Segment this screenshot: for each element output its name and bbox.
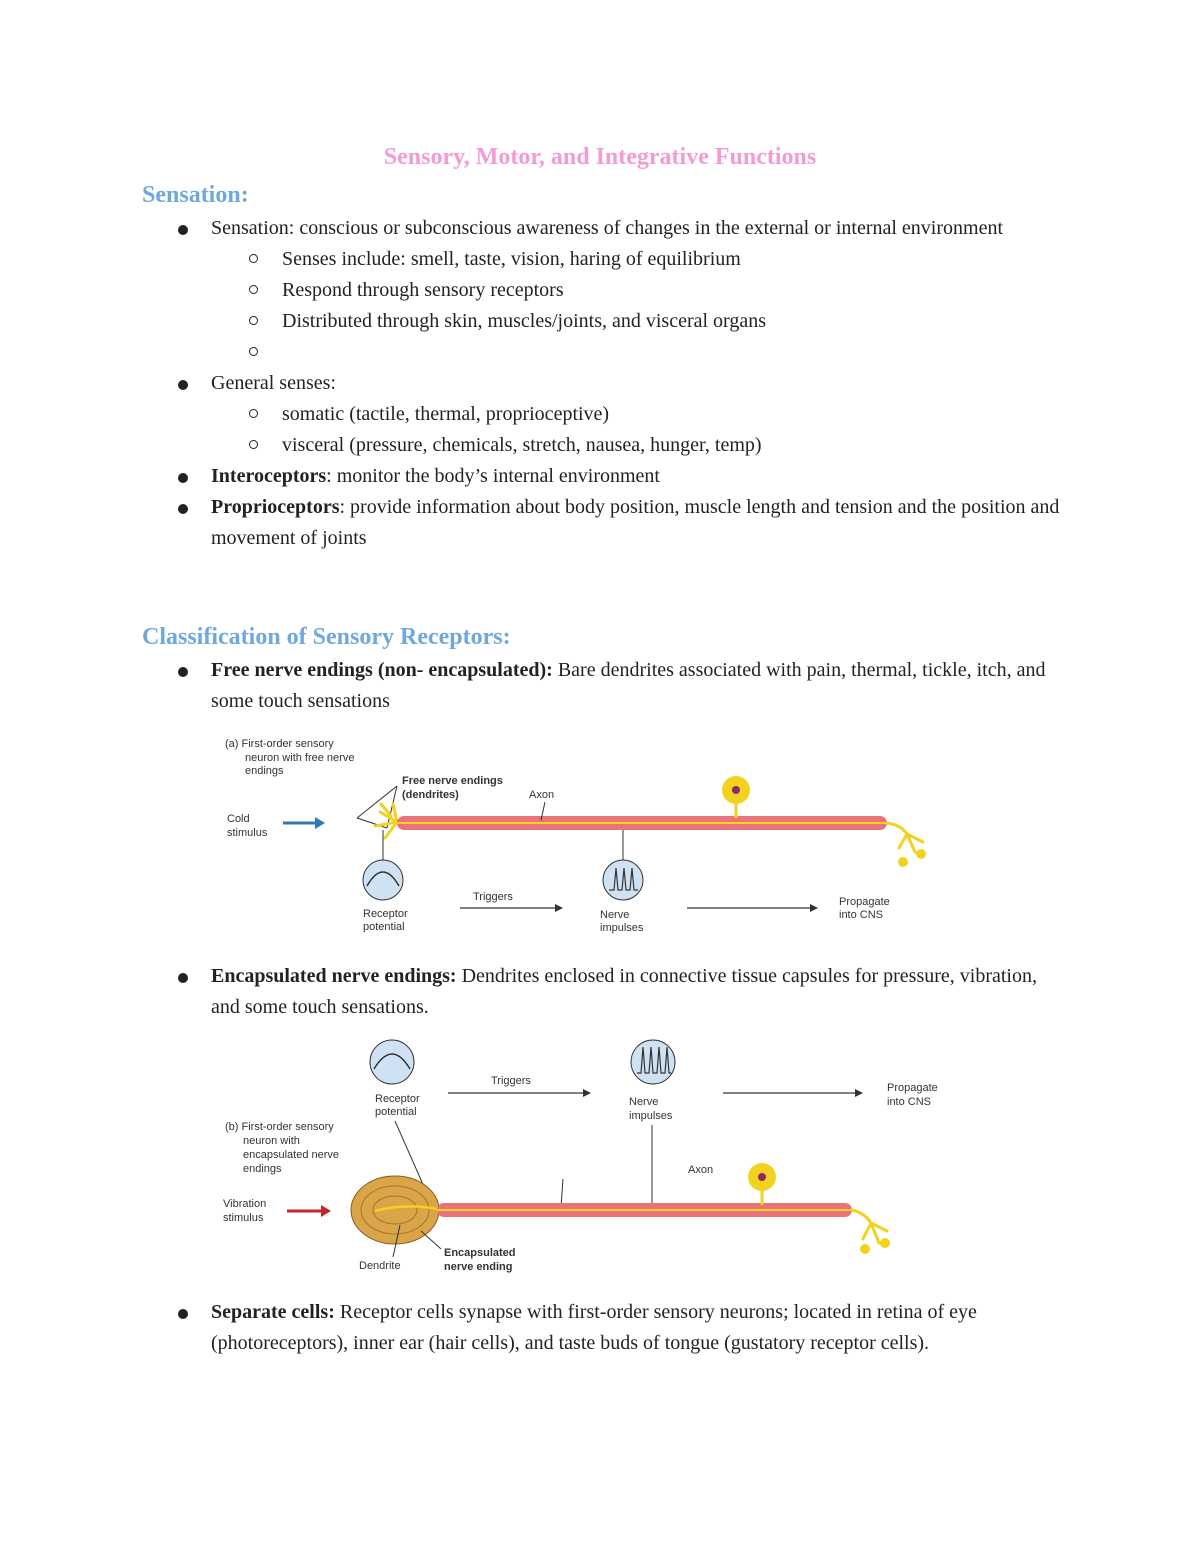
nerve-impulses-icon	[603, 830, 643, 900]
impulses-label: impulses	[600, 922, 644, 934]
heading-classification: Classification of Sensory Receptors:	[142, 624, 511, 650]
sub-list-item	[0, 399, 1200, 430]
dendrite-endings-icon	[375, 804, 397, 838]
list-item-text: : monitor the body’s internal environment	[326, 465, 660, 487]
capsule-label: Encapsulated	[444, 1247, 516, 1259]
nerve-impulses-icon	[631, 1040, 675, 1084]
figure-a-caption-line: neuron with free nerve	[245, 752, 355, 764]
impulses-label: Nerve	[600, 909, 630, 921]
circle-bullet-icon	[249, 409, 258, 418]
figure-b-caption-line: neuron with	[243, 1135, 300, 1147]
term-free-nerve-endings: Free nerve endings (non- encapsulated):	[211, 659, 553, 681]
impulses-label: Nerve	[629, 1096, 659, 1108]
classification-list-1	[0, 655, 1200, 717]
term-interoceptors: Interoceptors	[211, 465, 327, 487]
bullet-icon	[178, 225, 188, 235]
heading-sensation: Sensation:	[142, 182, 249, 208]
receptor-label: Receptor	[363, 908, 408, 920]
list-item-text: Receptor cells synapse with first-order sensory neurons; located in retina of eye (photoreceptors), inner ear (hair cells), and taste buds of tongue (gustatory receptor cells).	[211, 1301, 977, 1354]
cold-arrow-icon	[283, 817, 325, 829]
list-item	[0, 368, 1200, 399]
list-item-text: Dendrites enclosed in connective tissue capsules for pressure, vibration, and some touch sensations.	[211, 965, 1037, 1018]
axon-label: Axon	[529, 789, 555, 801]
sub-list-item	[0, 244, 1200, 275]
receptor-label: potential	[363, 921, 405, 933]
term-separate-cells: Separate cells:	[211, 1301, 335, 1323]
propagate-label: Propagate	[887, 1082, 938, 1094]
list-item	[0, 655, 1200, 717]
figure-free-nerve-endings	[215, 730, 945, 940]
circle-bullet-icon	[249, 347, 258, 356]
figure-b-caption-line: encapsulated nerve	[243, 1149, 340, 1161]
propagate-label: into CNS	[887, 1096, 932, 1108]
figure-encapsulated-nerve-endings	[215, 1035, 945, 1280]
bullet-icon	[178, 473, 188, 483]
list-item	[0, 961, 1200, 1023]
arrow-icon	[460, 904, 563, 912]
list-item-text: : provide information about body position, muscle length and tension and the position and movement of joints	[211, 496, 1060, 549]
sub-item-text: Distributed through skin, muscles/joints, and visceral organs	[282, 310, 767, 332]
bullet-icon	[178, 1309, 188, 1319]
sub-list-item	[0, 430, 1200, 461]
capsule-label: nerve ending	[444, 1261, 513, 1273]
arrow-icon	[448, 1089, 591, 1097]
term-encapsulated-nerve-endings: Encapsulated nerve endings:	[211, 965, 457, 987]
circle-bullet-icon	[249, 254, 258, 263]
figure-b-caption-line: endings	[243, 1163, 282, 1175]
figure-a-caption-line: endings	[245, 765, 284, 777]
axon-fiber	[397, 816, 926, 867]
bullet-icon	[178, 504, 188, 514]
term-proprioceptors: Proprioceptors	[211, 496, 340, 518]
sub-item-text: somatic (tactile, thermal, proprioceptive)	[282, 403, 610, 425]
free-endings-label: (dendrites)	[402, 789, 459, 801]
list-item	[0, 492, 1200, 554]
cell-body-icon	[748, 1163, 776, 1205]
sub-list-item	[0, 275, 1200, 306]
bullet-icon	[178, 973, 188, 983]
bullet-icon	[178, 667, 188, 677]
propagate-label: into CNS	[839, 909, 884, 921]
sub-item-text: visceral (pressure, chemicals, stretch, nausea, hunger, temp)	[282, 434, 762, 456]
list-item-text: Sensation: conscious or subconscious awareness of changes in the external or internal environment	[211, 217, 1004, 239]
list-item	[0, 461, 1200, 492]
sub-list-item	[0, 306, 1200, 337]
triggers-label: Triggers	[473, 891, 513, 903]
dendrite-label: Dendrite	[359, 1260, 401, 1272]
circle-bullet-icon	[249, 316, 258, 325]
stimulus-label: Vibration	[223, 1198, 267, 1210]
vibration-arrow-icon	[287, 1205, 331, 1217]
stimulus-label: stimulus	[227, 827, 268, 839]
list-item-text: General senses:	[211, 372, 336, 394]
propagate-label: Propagate	[839, 896, 890, 908]
cell-body-icon	[722, 776, 750, 818]
list-item-text: Bare dendrites associated with pain, thermal, tickle, itch, and some touch sensations	[211, 659, 1046, 712]
impulses-label: impulses	[629, 1110, 673, 1122]
page-title: Sensory, Motor, and Integrative Functions	[383, 144, 817, 170]
axon-label: Axon	[688, 1164, 714, 1176]
circle-bullet-icon	[249, 285, 258, 294]
encapsulated-capsule-icon	[351, 1176, 439, 1244]
arrow-icon	[723, 1089, 863, 1097]
free-endings-label: Free nerve endings	[402, 775, 503, 787]
sub-item-text: Senses include: smell, taste, vision, haring of equilibrium	[282, 248, 741, 270]
circle-bullet-icon	[249, 440, 258, 449]
bullet-icon	[178, 380, 188, 390]
sub-list-item	[0, 337, 1200, 368]
list-item	[0, 1297, 1200, 1359]
stimulus-label: Cold	[227, 813, 250, 825]
sensation-list	[0, 213, 1200, 554]
figure-b-caption-line: (b) First-order sensory	[225, 1121, 334, 1133]
arrow-icon	[687, 904, 818, 912]
classification-list-3	[0, 1297, 1200, 1359]
receptor-label: potential	[375, 1106, 417, 1118]
triggers-label: Triggers	[491, 1075, 531, 1087]
stimulus-label: stimulus	[223, 1212, 264, 1224]
receptor-potential-icon	[370, 1040, 414, 1084]
classification-list-2	[0, 961, 1200, 1023]
figure-a-caption-line: (a) First-order sensory	[225, 738, 334, 750]
list-item	[0, 213, 1200, 244]
receptor-label: Receptor	[375, 1093, 420, 1105]
receptor-potential-icon	[363, 830, 403, 900]
sub-item-text: Respond through sensory receptors	[282, 279, 564, 301]
